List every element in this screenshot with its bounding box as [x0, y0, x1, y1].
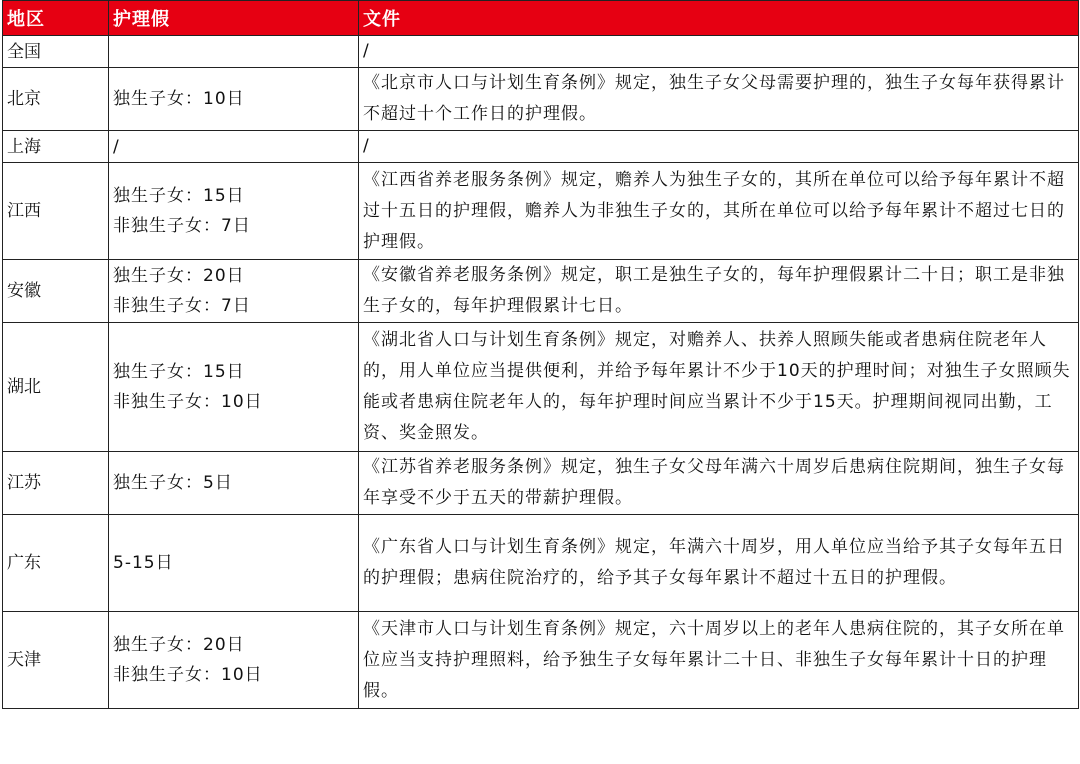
leave-line: 独生子女：15日	[113, 186, 245, 206]
document-text: 《天津市人口与计划生育条例》规定，六十周岁以上的老年人患病住院的，其子女所在单位应当支持护理照料，给予独生子女每年累计二十日、非独生子女每年累计十日的护理假。	[363, 618, 1065, 701]
leave-cell[interactable]	[109, 68, 359, 131]
leave-cell[interactable]	[109, 36, 359, 68]
leave-cell[interactable]	[109, 163, 359, 260]
region-cell[interactable]: 江苏	[3, 452, 109, 515]
document-cell[interactable]	[359, 452, 1079, 515]
document-cell[interactable]	[359, 515, 1079, 612]
header-document[interactable]: 文件	[359, 1, 1079, 36]
region-cell[interactable]: 上海	[3, 131, 109, 163]
leave-line: 独生子女：20日	[113, 635, 245, 655]
region-cell[interactable]: 安徽	[3, 260, 109, 323]
table-row	[3, 515, 1079, 612]
table-row	[3, 612, 1079, 709]
document-text: 《广东省人口与计划生育条例》规定，年满六十周岁，用人单位应当给予其子女每年五日的护理假；患病住院治疗的，给予其子女每年累计不超过十五日的护理假。	[363, 537, 1065, 588]
document-text: 《北京市人口与计划生育条例》规定，独生子女父母需要护理的，独生子女每年获得累计不超过十个工作日的护理假。	[363, 73, 1065, 124]
leave-cell[interactable]	[109, 131, 359, 163]
table-row	[3, 323, 1079, 452]
region-cell[interactable]: 湖北	[3, 323, 109, 452]
leave-policy-table	[2, 0, 1079, 709]
leave-cell[interactable]	[109, 515, 359, 612]
document-cell[interactable]	[359, 612, 1079, 709]
document-text: 《湖北省人口与计划生育条例》规定，对赡养人、扶养人照顾失能或者患病住院老年人的，用人单位应当提供便利，并给予每年累计不少于10天的护理时间；对独生子女照顾失能或者患病住院老年人的，每年护理时间应当累计不少于15天。护理期间视同出勤，工资、奖金照发。	[363, 330, 1071, 443]
region-cell[interactable]: 广东	[3, 515, 109, 612]
leave-line: 独生子女：20日	[113, 266, 245, 286]
leave-line: 独生子女：10日	[113, 89, 245, 109]
document-cell[interactable]: /	[359, 36, 1079, 68]
header-row	[3, 1, 1079, 36]
document-text: 《江苏省养老服务条例》规定，独生子女父母年满六十周岁后患病住院期间，独生子女每年享受不少于五天的带薪护理假。	[363, 457, 1065, 508]
leave-cell[interactable]	[109, 323, 359, 452]
table-row	[3, 452, 1079, 515]
leave-line: 非独生子女：7日	[113, 216, 251, 236]
table-row	[3, 68, 1079, 131]
region-cell[interactable]: 江西	[3, 163, 109, 260]
document-cell[interactable]: /	[359, 131, 1079, 163]
document-text: 《安徽省养老服务条例》规定，职工是独生子女的，每年护理假累计二十日；职工是非独生子女的，每年护理假累计七日。	[363, 265, 1065, 316]
document-cell[interactable]	[359, 68, 1079, 131]
table-row	[3, 163, 1079, 260]
table-row	[3, 260, 1079, 323]
region-cell[interactable]: 北京	[3, 68, 109, 131]
leave-line: 独生子女：5日	[113, 473, 233, 493]
leave-line: 独生子女：15日	[113, 362, 245, 382]
leave-cell[interactable]	[109, 612, 359, 709]
leave-cell[interactable]	[109, 452, 359, 515]
document-cell[interactable]	[359, 163, 1079, 260]
leave-line: /	[113, 136, 120, 157]
leave-line: 非独生子女：7日	[113, 296, 251, 316]
table-row	[3, 36, 1079, 68]
header-region[interactable]: 地区	[3, 1, 109, 36]
region-cell[interactable]: 全国	[3, 36, 109, 68]
leave-line: 5-15日	[113, 553, 174, 573]
document-cell[interactable]	[359, 260, 1079, 323]
document-cell[interactable]	[359, 323, 1079, 452]
region-cell[interactable]: 天津	[3, 612, 109, 709]
document-text: 《江西省养老服务条例》规定，赡养人为独生子女的，其所在单位可以给予每年累计不超过十五日的护理假，赡养人为非独生子女的，其所在单位可以给予每年累计不超过七日的护理假。	[363, 169, 1065, 252]
table-row	[3, 131, 1079, 163]
leave-line: 非独生子女：10日	[113, 665, 263, 685]
leave-cell[interactable]	[109, 260, 359, 323]
header-leave[interactable]: 护理假	[109, 1, 359, 36]
leave-line: 非独生子女：10日	[113, 392, 263, 412]
